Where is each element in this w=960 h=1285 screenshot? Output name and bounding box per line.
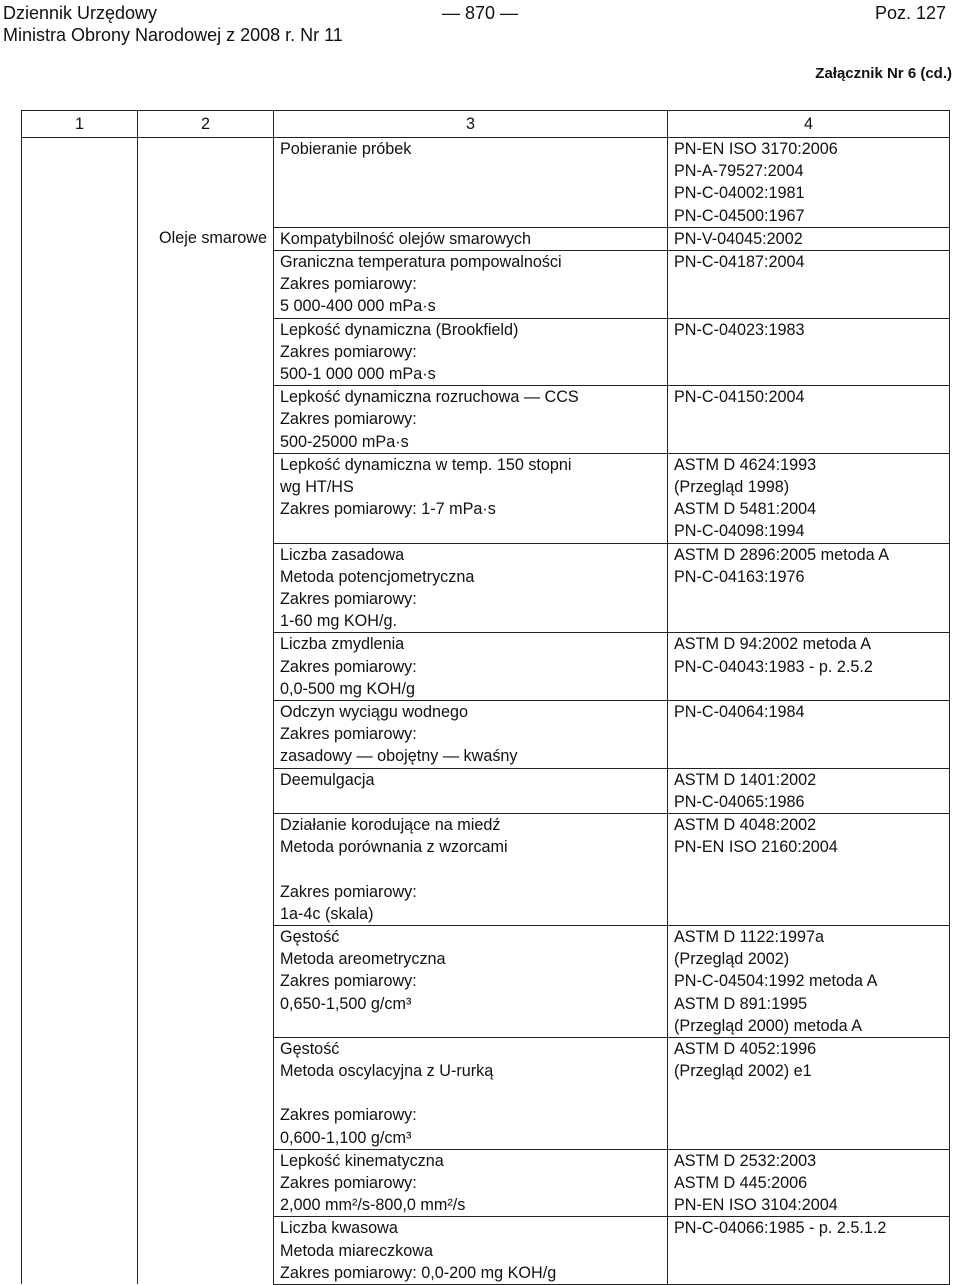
standard-text: (Przegląd 2000) metoda A [674,1016,863,1035]
method-text: Zakres pomiarowy: [280,275,417,294]
method-text: Metoda miareczkowa [280,1241,433,1260]
method-text: Zakres pomiarowy: [280,882,417,901]
method-text: Zakres pomiarowy: [280,725,417,744]
method-text: Lepkość dynamiczna rozruchowa — CCS [280,388,579,407]
table-body [22,138,950,1285]
cell-standard [668,701,950,769]
cell-method [274,768,668,813]
table-row [22,386,950,454]
standard-text: PN-EN ISO 3104:2004 [674,1196,838,1215]
cell-col1 [22,318,138,386]
method-text: Kompatybilność olejów smarowych [280,229,532,248]
methods-table [21,110,950,1285]
standard-text: ASTM D 4048:2002 [674,816,817,835]
journal-title-line2: Ministra Obrony Narodowej z 2008 r. Nr 11 [3,25,343,45]
cell-method [274,1037,668,1149]
group-label: Oleje smarowe [159,229,267,248]
table-row [22,453,950,543]
column-header-2: 2 [138,111,274,138]
standard-text: PN-C-04023:1983 [674,320,805,339]
method-text: Odczyn wyciągu wodnego [280,703,469,722]
standard-text: ASTM D 1122:1997a [674,927,824,946]
standard-text: (Przegląd 1998) [674,478,790,497]
cell-method [274,543,668,633]
method-text: 0,0-500 mg KOH/g [280,679,415,698]
standard-text: PN-C-04002:1981 [674,184,805,203]
method-text: Zakres pomiarowy: [280,1173,417,1192]
cell-standard [668,1217,950,1285]
table-row [22,138,950,228]
cell-method [274,386,668,454]
method-text: Metoda oscylacyjna z U-rurką [280,1062,494,1081]
method-text: Liczba zmydlenia [280,635,405,654]
cell-method [274,701,668,769]
cell-standard [668,814,950,926]
method-text: Zakres pomiarowy: 1-7 mPa·s [280,500,496,519]
cell-col2 [138,925,274,1037]
standard-text: PN-C-04187:2004 [674,253,805,272]
method-text [280,859,667,881]
method-text: 1a-4c (skala) [280,904,374,923]
method-text: 0,650-1,500 g/cm³ [280,994,412,1013]
method-text: 2,000 mm²/s-800,0 mm²/s [280,1196,466,1215]
method-text: 500-25000 mPa·s [280,432,409,451]
cell-standard [668,543,950,633]
table-row [22,768,950,813]
method-text: Zakres pomiarowy: [280,342,417,361]
cell-method [274,227,668,250]
journal-title-line1: Dziennik Urzędowy [3,3,158,23]
table-row [22,814,950,926]
column-header-4: 4 [668,111,950,138]
cell-standard [668,318,950,386]
table-row [22,543,950,633]
method-text: Zakres pomiarowy: 0,0-200 mg KOH/g [280,1263,557,1282]
standard-text: ASTM D 2896:2005 metoda A [674,545,890,564]
standard-text: PN-EN ISO 2160:2004 [674,838,838,857]
cell-method [274,318,668,386]
cell-standard [668,1037,950,1149]
cell-col2 [138,1037,274,1149]
cell-method [274,453,668,543]
annex-label: Załącznik Nr 6 (cd.) [815,65,952,82]
standard-text: ASTM D 891:1995 [674,994,808,1013]
method-text: Metoda porównania z wzorcami [280,838,508,857]
column-header-3: 3 [274,111,668,138]
method-text: Graniczna temperatura pompowalności [280,253,562,272]
method-text: Lepkość dynamiczna (Brookfield) [280,320,519,339]
cell-standard [668,227,950,250]
method-text: Gęstość [280,1039,340,1058]
standard-text: (Przegląd 2002) [674,950,790,969]
standard-text: PN-EN ISO 3170:2006 [674,140,838,158]
standard-text: ASTM D 4624:1993 [674,455,817,474]
standard-text: ASTM D 445:2006 [674,1173,808,1192]
standard-text: PN-C-04043:1983 - p. 2.5.2 [674,657,873,676]
standard-text: PN-C-04150:2004 [674,388,805,407]
standard-text: (Przegląd 2002) e1 [674,1062,812,1081]
cell-col2 [138,1217,274,1285]
table-row [22,318,950,386]
method-text: 1-60 mg KOH/g. [280,612,397,631]
standard-text: ASTM D 1401:2002 [674,770,817,789]
method-text: Zakres pomiarowy: [280,657,417,676]
method-text: Pobieranie próbek [280,140,412,158]
method-text: Gęstość [280,927,340,946]
cell-col1 [22,925,138,1037]
cell-col2 [138,318,274,386]
standard-text: ASTM D 94:2002 metoda A [674,635,872,654]
standard-text: PN-C-04064:1984 [674,703,805,722]
method-text: Zakres pomiarowy: [280,972,417,991]
standard-text: ASTM D 5481:2004 [674,500,817,519]
standard-text: ASTM D 4052:1996 [674,1039,817,1058]
cell-col1 [22,814,138,926]
cell-col1 [22,227,138,250]
cell-standard [668,251,950,319]
standard-text: PN-C-04066:1985 - p. 2.5.1.2 [674,1219,887,1238]
cell-col1 [22,543,138,633]
table-row [22,1149,950,1217]
method-text: Lepkość dynamiczna w temp. 150 stopni [280,455,572,474]
method-text: 0,600-1,100 g/cm³ [280,1128,412,1147]
cell-col1 [22,386,138,454]
cell-standard [668,633,950,701]
cell-col2 [138,227,274,250]
standard-text: PN-A-79527:2004 [674,162,804,181]
method-text: wg HT/HS [280,478,354,497]
standard-text: PN-C-04163:1976 [674,567,805,586]
cell-col1 [22,1149,138,1217]
cell-method [274,251,668,319]
cell-standard [668,386,950,454]
cell-col2 [138,768,274,813]
method-text: Zakres pomiarowy: [280,410,417,429]
cell-method [274,814,668,926]
position-number: Poz. 127 [874,3,946,23]
table-row [22,925,950,1037]
table-row [22,1217,950,1285]
cell-standard [668,768,950,813]
cell-method [274,925,668,1037]
cell-col1 [22,1037,138,1149]
cell-col2 [138,543,274,633]
method-text: Działanie korodujące na miedź [280,816,501,835]
cell-col2 [138,701,274,769]
cell-col2 [138,814,274,926]
column-header-1: 1 [22,111,138,138]
header-row [22,111,950,138]
method-text: Metoda potencjometryczna [280,567,475,586]
table-row [22,701,950,769]
method-text: Liczba zasadowa [280,545,405,564]
cell-col1 [22,251,138,319]
cell-method [274,1149,668,1217]
method-text: Deemulgacja [280,770,375,789]
cell-standard [668,1149,950,1217]
standard-text: PN-C-04504:1992 metoda A [674,972,878,991]
table-row [22,227,950,250]
table-row [22,251,950,319]
cell-standard [668,453,950,543]
cell-method [274,1217,668,1285]
method-text: Metoda areometryczna [280,950,446,969]
standard-text: ASTM D 2532:2003 [674,1151,817,1170]
cell-col2 [138,386,274,454]
method-text: Zakres pomiarowy: [280,590,417,609]
table-row [22,1037,950,1149]
method-text: 5 000-400 000 mPa·s [280,297,436,316]
standard-text: PN-C-04098:1994 [674,522,805,541]
cell-standard [668,138,950,228]
method-text: Liczba kwasowa [280,1219,398,1238]
cell-col2 [138,1149,274,1217]
standard-text: PN-C-04500:1967 [674,206,805,225]
cell-col2 [138,633,274,701]
method-text: Lepkość kinematyczna [280,1151,444,1170]
cell-col1 [22,701,138,769]
standard-text: PN-C-04065:1986 [674,792,805,811]
standard-text: PN-V-04045:2002 [674,229,803,248]
method-text: zasadowy — obojętny — kwaśny [280,747,518,766]
cell-col1 [22,1217,138,1285]
cell-col1 [22,768,138,813]
cell-method [274,138,668,228]
cell-method [274,633,668,701]
page-number: — 870 — [441,3,519,23]
cell-standard [668,925,950,1037]
table-row [22,633,950,701]
cell-col1 [22,633,138,701]
method-text: Zakres pomiarowy: [280,1106,417,1125]
method-text [280,1082,667,1104]
cell-col1 [22,453,138,543]
cell-col2 [138,251,274,319]
cell-col2 [138,138,274,228]
cell-col2 [138,453,274,543]
method-text: 500-1 000 000 mPa·s [280,365,436,384]
cell-col1 [22,138,138,228]
